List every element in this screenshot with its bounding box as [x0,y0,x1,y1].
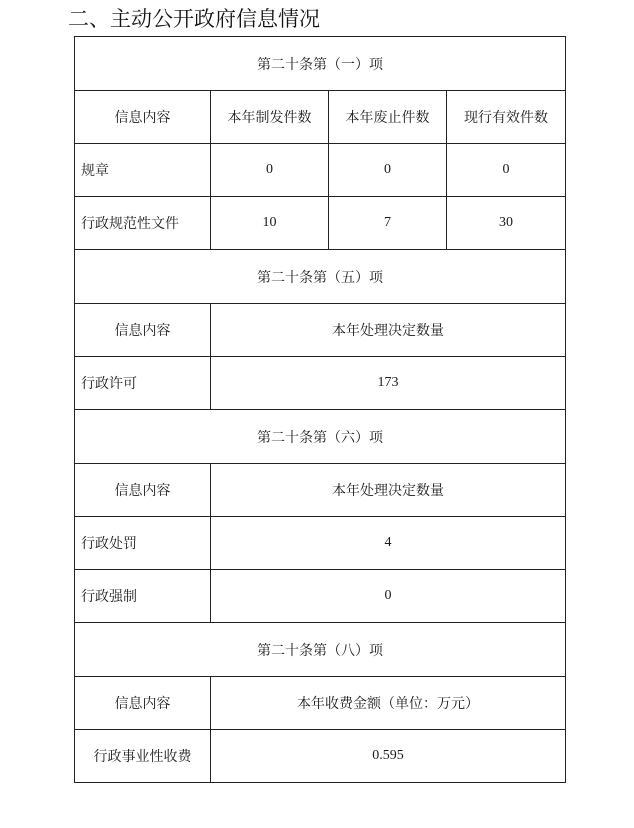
header-info-content: 信息内容 [75,464,211,517]
header-fee-amount: 本年收费金额（单位：万元） [211,677,566,730]
decision-count: 0 [211,570,566,623]
valid-count: 30 [447,197,566,250]
issued-count: 0 [211,144,329,197]
section-title-row [75,250,566,304]
header-decision-count: 本年处理决定数量 [211,464,566,517]
section-title-article20-item6: 第二十条第（六）项 [75,410,566,464]
header-info-content: 信息内容 [75,91,211,144]
section-title-row [75,410,566,464]
row-label: 行政事业性收费 [75,730,211,783]
table-row [75,730,566,783]
header-info-content: 信息内容 [75,304,211,357]
table-header-row [75,91,566,144]
page-heading: 二、主动公开政府信息情况 [68,7,320,31]
decision-count: 4 [211,517,566,570]
row-label: 行政强制 [75,570,211,623]
issued-count: 10 [211,197,329,250]
row-label: 规章 [75,144,211,197]
row-label: 行政许可 [75,357,211,410]
section-title-row [75,37,566,91]
section-title-article20-item8: 第二十条第（八）项 [75,623,566,677]
table-header-row [75,677,566,730]
section-title-row [75,623,566,677]
valid-count: 0 [447,144,566,197]
table-header-row [75,464,566,517]
section-title-article20-item1: 第二十条第（一）项 [75,37,566,91]
row-label: 行政规范性文件 [75,197,211,250]
abolished-count: 0 [329,144,447,197]
row-label: 行政处罚 [75,517,211,570]
header-abolished-count: 本年废止件数 [329,91,447,144]
table-header-row [75,304,566,357]
table-row [75,197,566,250]
header-info-content: 信息内容 [75,677,211,730]
abolished-count: 7 [329,197,447,250]
table-row [75,517,566,570]
decision-count: 173 [211,357,566,410]
table-row [75,357,566,410]
fee-amount: 0.595 [211,730,566,783]
header-decision-count: 本年处理决定数量 [211,304,566,357]
table-row [75,144,566,197]
info-disclosure-table [74,36,566,783]
header-valid-count: 现行有效件数 [447,91,566,144]
section-title-article20-item5: 第二十条第（五）项 [75,250,566,304]
header-issued-count: 本年制发件数 [211,91,329,144]
table-row [75,570,566,623]
